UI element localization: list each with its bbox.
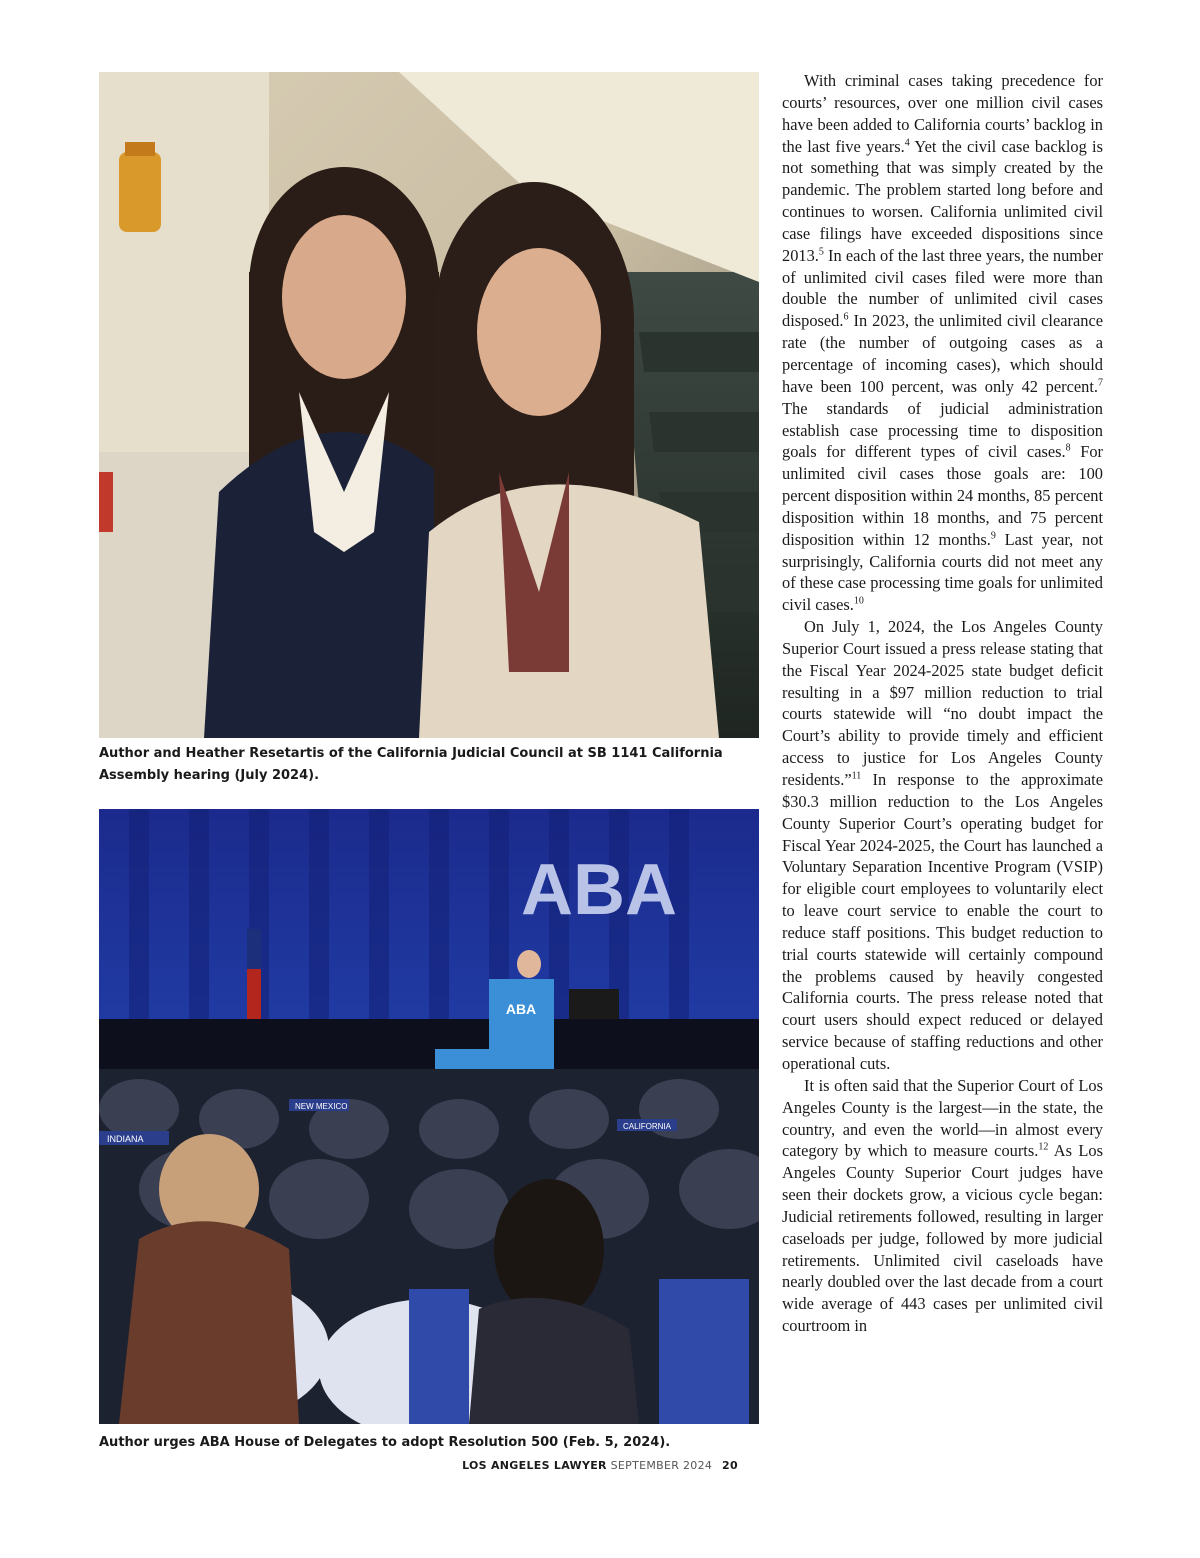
aba-logo: ABA	[521, 850, 677, 930]
photo2-image	[99, 809, 759, 1424]
photo1-image	[99, 72, 759, 738]
footnote-ref: 9	[990, 530, 996, 542]
article-column	[782, 70, 1103, 1337]
publication-name: LOS ANGELES LAWYER	[462, 1459, 607, 1472]
page-footer	[0, 1459, 1200, 1472]
footnote-ref: 4	[904, 137, 910, 149]
podium-logo: ABA	[505, 1001, 537, 1017]
footnote-ref: 11	[851, 770, 862, 782]
page-number: 20	[722, 1459, 738, 1472]
paragraph-3: It is often said that the Superior Court of Los Angeles County is the largest—in the state, the country, and even the world—in almost every category by which to measure courts.$^{12}$ As Los Angeles County Superior Court judges have seen their dockets grow, a vicious cycle began: Judicial retirements followed, resulting in larger caseloads per judge, followed by more judicial retirements. Unlimited civil caseloads have nearly doubled over the last decade from a court wide average of 443 cases per unlimited civil courtroom in	[782, 1075, 1104, 1336]
footnote-ref: 6	[843, 311, 849, 323]
issue-date: SEPTEMBER 2024	[610, 1459, 713, 1472]
footnote-ref: 7	[1098, 377, 1103, 389]
photo1-caption: Author and Heather Resetartis of the California Judicial Council at SB 1141 California Assembly hearing (July 2024).	[99, 746, 723, 783]
photo-author-and-resetartis	[99, 72, 759, 738]
photo2-caption: Author urges ABA House of Delegates to adopt Resolution 500 (Feb. 5, 2024).	[99, 1435, 671, 1450]
footnote-ref: 10	[853, 595, 864, 607]
paragraph-2: On July 1, 2024, the Los Angeles County Superior Court issued a press release stating that the Fiscal Year 2024-2025 state budget deficit resulting in a $97 million reduction to trial courts statewide will “no doubt impact the Court’s ability to provide timely and efficient access to justice for Los Angeles County residents.”$^{11}$ In response to the approximate $30.3 million reduction to the Los Angeles County Superior Court’s operating budget for Fiscal Year 2024-2025, the Court has launched a Voluntary Separation Incentive Program (VSIP) for eligible court employees to voluntarily elect to leave court service to enable the court to reduce staff positions. This budget reduction to trial courts statewide will certainly compound the problems caused by heavily congested California courts. The press release noted that court users should expect reduced or delayed service because of staffing reductions and other operational cuts.	[782, 617, 1103, 1073]
footnote-ref: 5	[818, 246, 824, 258]
footnote-ref: 8	[1065, 442, 1071, 454]
sign-california: CALIFORNIA	[623, 1122, 672, 1131]
sign-new-mexico: NEW MEXICO	[295, 1102, 348, 1111]
photo-aba-house-of-delegates	[99, 809, 759, 1424]
paragraph-1: With criminal cases taking precedence for courts’ resources, over one million civil cases have been added to California courts’ backlog in the last five years.$^4$ Yet the civil case backlog is not something that was simply created by the pandemic. The problem started long before and continues to worsen. California unlimited civil case filings have exceeded dispositions since 2013.$^5$ In each of the last three years, the number of unlimited civil cases filed were more than double the number of unlimited civil cases disposed.$^6$ In 2023, the unlimited civil clearance rate (the number of outgoing cases as a percentage of incoming cases), which should have been 100 percent, was only 42 percent.$^7$ The standards of judicial administration establish case processing time to disposition goals for different types of civil cases.$^8$ For unlimited civil cases those goals are: 100 percent disposition within 24 months, 85 percent disposition within 18 months, and 75 percent disposition within 12 months.$^9$ Last year, not surprisingly, California courts did not meet any of these case processing time goals for unlimited civil cases.$^{10}$	[782, 71, 1103, 615]
footnote-ref: 12	[1038, 1141, 1049, 1153]
sign-indiana: INDIANA	[107, 1134, 144, 1144]
